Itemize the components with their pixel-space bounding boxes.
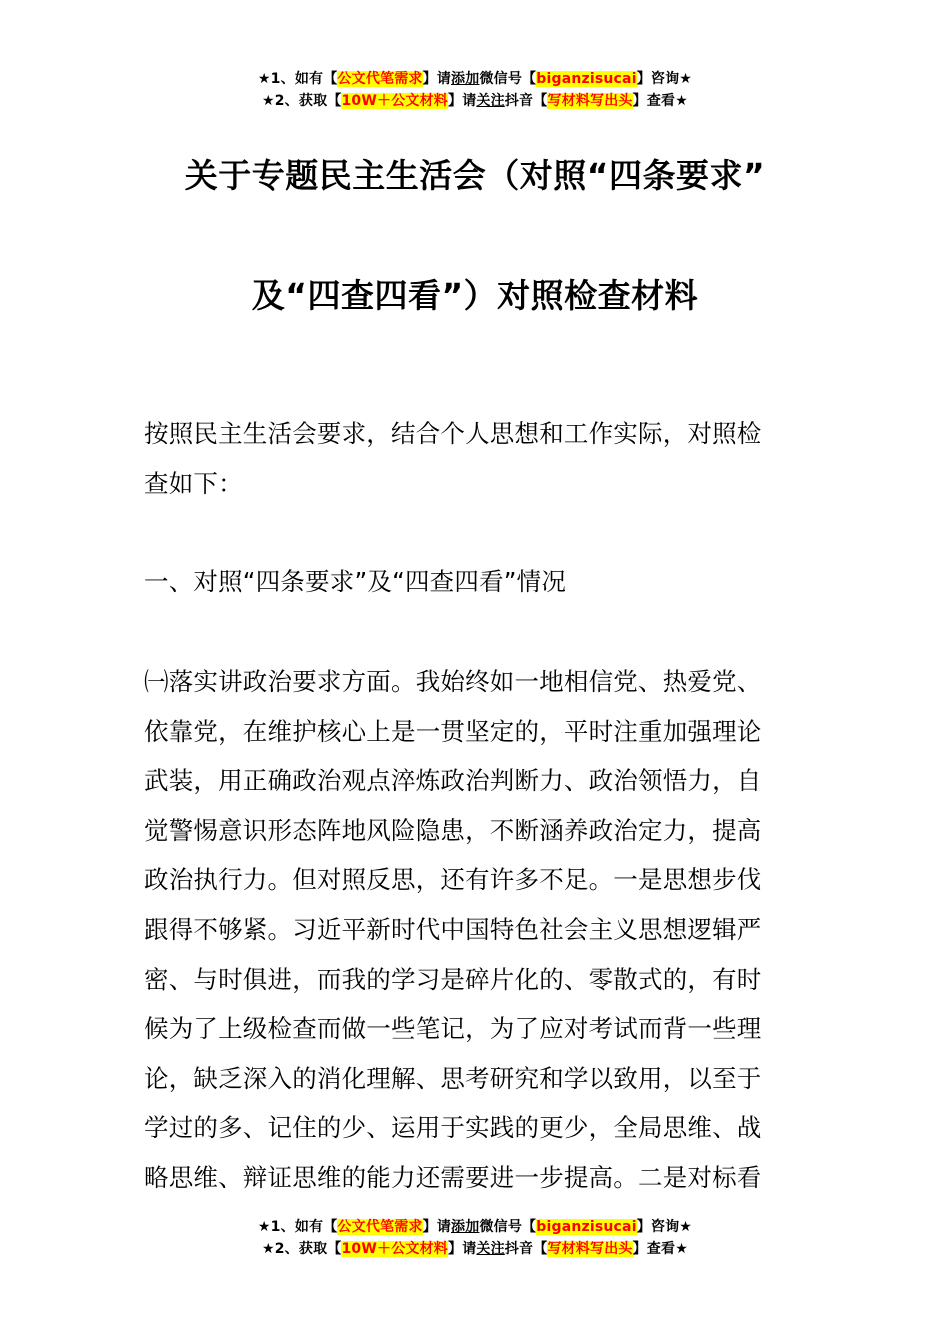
text-line: 觉警惕意识形态阵地风险隐患，不断涵养政治定力，提高 [144,815,762,845]
section-heading [144,557,810,607]
text-line: 武装，用正确政治观点淬炼政治判断力、政治领悟力，自 [144,766,762,796]
promo-text: 抖音【 [504,1241,548,1257]
text-line: 密、与时俱进，而我的学习是碎片化的、零散式的，有时 [144,964,762,994]
text-line: ㈠落实讲政治要求方面。我始终如一地相信党、热爱党、 [144,667,762,696]
text-line: 候为了上级检查而做一些笔记，为了应对考试而背一些理 [144,1014,762,1044]
text-line: 学过的多、记住的少、运用于实践的更少，全局思维、战 [144,1113,762,1143]
promo-highlight: 10W＋公文材料 [341,93,449,109]
section-1-heading: 一、对照“四条要求”及“四查四看”情况 [144,567,567,596]
promo-text: 】请 [448,1241,477,1257]
body-paragraph [144,657,810,1203]
promo-line-1 [0,68,950,90]
promo-line-2 [0,1238,950,1260]
intro-paragraph [144,409,810,508]
document-title-line-2: 及“四查四看”）对照检查材料 [251,276,699,315]
document-title-line-1: 关于专题民主生活会（对照“四条要求” [184,156,766,195]
text-line: 略思维、辩证思维的能力还需要进一步提高。二是对标看 [144,1162,762,1192]
promo-underlined: 关注 [476,93,505,109]
promo-line-1 [0,1216,950,1238]
promo-text: 】请 [448,93,477,109]
promo-text: 】咨询★ [636,71,693,87]
promo-underlined: 添加 [451,1219,480,1235]
promo-line-2 [0,90,950,112]
promo-text: 】查看★ [632,1241,688,1257]
promo-highlight: 10W＋公文材料 [341,1241,449,1257]
promo-text: 抖音【 [504,93,548,109]
text-line: 论，缺乏深入的消化理解、思考研究和学以致用，以至于 [144,1063,762,1093]
promo-text: ★2、获取【 [261,1241,342,1257]
promo-wechat-id: biganzisucai [536,1219,637,1235]
promo-text: ★2、获取【 [261,93,342,109]
promo-underlined: 添加 [451,71,480,87]
promo-text: 】查看★ [632,93,688,109]
promo-highlight: 公文代笔需求 [337,1219,423,1235]
promo-douyin-account: 写材料写出头 [547,1241,633,1257]
promo-wechat-id: biganzisucai [536,71,637,87]
promo-text: ★1、如有【 [257,71,338,87]
promo-text: 微信号【 [479,71,537,87]
text-line: 跟得不够紧。习近平新时代中国特色社会主义思想逻辑严 [144,914,762,944]
promo-douyin-account: 写材料写出头 [547,93,633,109]
promo-text: ★1、如有【 [257,1219,338,1235]
text-line: 政治执行力。但对照反思，还有许多不足。一是思想步伐 [144,865,762,895]
footer-promo-banner [0,1216,950,1260]
promo-underlined: 关注 [476,1241,505,1257]
header-promo-banner [0,68,950,112]
promo-text: 】请 [422,1219,452,1235]
promo-highlight: 公文代笔需求 [337,71,423,87]
text-line: 查如下： [144,468,243,498]
promo-text: 】请 [422,71,452,87]
text-line: 按照民主生活会要求，结合个人思想和工作实际，对照检 [144,419,762,448]
promo-text: 微信号【 [479,1219,537,1235]
promo-text: 】咨询★ [636,1219,693,1235]
text-line: 依靠党，在维护核心上是一贯坚定的，平时注重加强理论 [144,716,762,746]
